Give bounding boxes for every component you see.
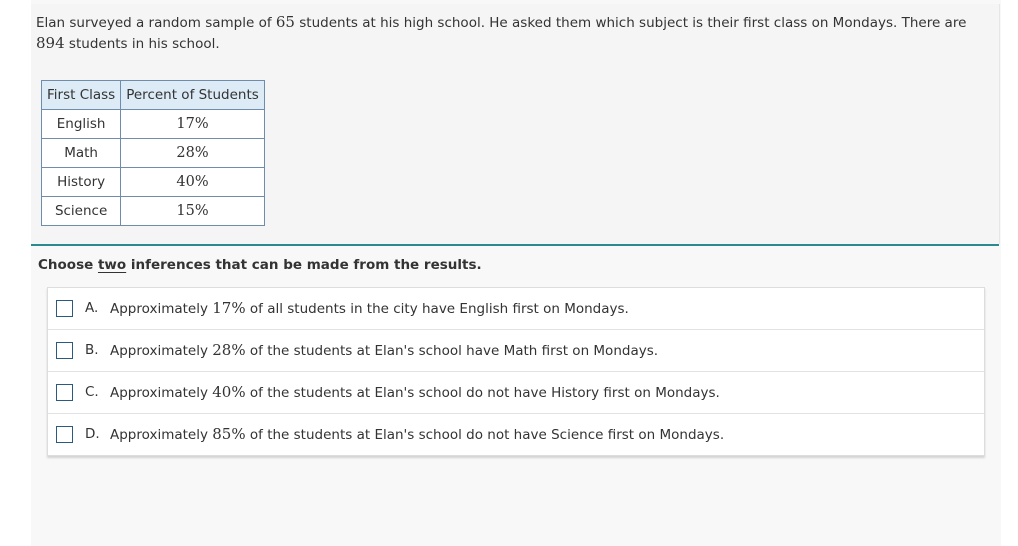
column-header-first-class: First Class bbox=[42, 81, 121, 110]
answer-choices bbox=[47, 287, 985, 456]
question-prompt bbox=[38, 257, 482, 273]
checkbox-icon[interactable] bbox=[56, 342, 73, 359]
sample-size: 65 bbox=[275, 13, 295, 31]
choice-percent: 85% bbox=[212, 425, 246, 443]
checkbox-icon[interactable] bbox=[56, 384, 73, 401]
checkbox-icon[interactable] bbox=[56, 426, 73, 443]
choice-text-part: Approximately bbox=[110, 427, 213, 443]
choice-text-part: of the students at Elan's school do not have Science first on Mondays. bbox=[245, 427, 725, 443]
passage-text bbox=[36, 12, 976, 54]
table-row bbox=[42, 168, 265, 197]
choice-percent: 40% bbox=[212, 383, 246, 401]
percent-cell: 17% bbox=[121, 110, 265, 139]
percent-cell: 40% bbox=[121, 168, 265, 197]
column-header-percent: Percent of Students bbox=[121, 81, 265, 110]
survey-table bbox=[41, 80, 265, 226]
choice-text-part: of the students at Elan's school have Math first on Mondays. bbox=[245, 343, 659, 359]
choice-text-part: of all students in the city have English first on Mondays. bbox=[245, 301, 629, 317]
choice-d[interactable] bbox=[48, 414, 984, 455]
choice-letter: D. bbox=[85, 426, 100, 442]
choice-letter: A. bbox=[85, 300, 99, 316]
table-row bbox=[42, 110, 265, 139]
prompt-emphasis: two bbox=[97, 257, 127, 273]
choice-letter: C. bbox=[85, 384, 99, 400]
choice-a[interactable] bbox=[48, 288, 984, 330]
choice-letter: B. bbox=[85, 342, 99, 358]
subject-cell: History bbox=[42, 168, 121, 197]
choice-text bbox=[110, 383, 720, 401]
choice-text-part: of the students at Elan's school do not have History first on Mondays. bbox=[245, 385, 720, 401]
checkbox-icon[interactable] bbox=[56, 300, 73, 317]
table-row bbox=[42, 197, 265, 226]
choice-percent: 28% bbox=[212, 341, 246, 359]
passage-part: students in his school. bbox=[64, 36, 220, 52]
assessment-container bbox=[31, 0, 1001, 546]
choice-text bbox=[110, 341, 658, 359]
choice-text bbox=[110, 425, 724, 443]
subject-cell: English bbox=[42, 110, 121, 139]
percent-cell: 28% bbox=[121, 139, 265, 168]
table-header-row bbox=[42, 81, 265, 110]
prompt-part: inferences that can be made from the results. bbox=[126, 257, 482, 273]
section-divider bbox=[31, 244, 999, 246]
passage-part: Elan surveyed a random sample of bbox=[36, 15, 276, 31]
choice-c[interactable] bbox=[48, 372, 984, 414]
choice-text-part: Approximately bbox=[110, 343, 213, 359]
subject-cell: Math bbox=[42, 139, 121, 168]
choice-percent: 17% bbox=[212, 299, 246, 317]
stimulus-panel bbox=[31, 4, 1000, 244]
choice-text bbox=[110, 299, 629, 317]
passage-part: students at his high school. He asked them which subject is their first class on Mondays. There are bbox=[294, 15, 967, 31]
prompt-part: Choose bbox=[38, 257, 98, 273]
percent-cell: 15% bbox=[121, 197, 265, 226]
choice-text-part: Approximately bbox=[110, 301, 213, 317]
choice-text-part: Approximately bbox=[110, 385, 213, 401]
subject-cell: Science bbox=[42, 197, 121, 226]
school-size: 894 bbox=[36, 34, 65, 52]
choice-b[interactable] bbox=[48, 330, 984, 372]
table-row bbox=[42, 139, 265, 168]
